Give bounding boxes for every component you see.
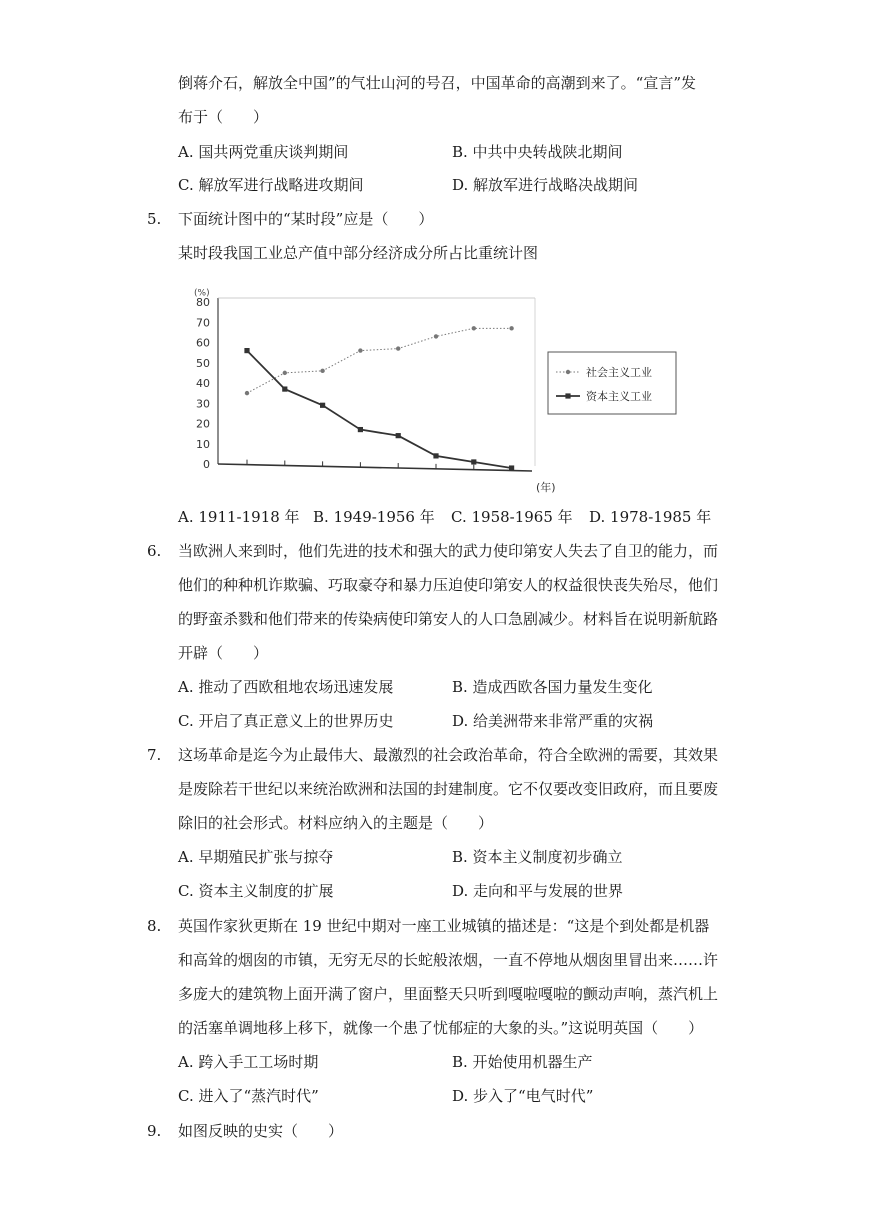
series-line-1 [247, 328, 512, 393]
q5-option-d[interactable]: D. 1978-1985 年 [589, 508, 712, 526]
q7-option-d[interactable]: D. 走向和平与发展的世界 [452, 882, 624, 900]
q4-option-d[interactable]: D. 解放军进行战略决战期间 [452, 176, 639, 194]
q6-line-4: 开辟（ ） [178, 644, 269, 662]
data-point [358, 348, 362, 352]
data-point [320, 403, 325, 408]
y-tick-label: 80 [196, 296, 210, 309]
y-tick-label: 40 [196, 377, 210, 390]
legend-marker [565, 393, 570, 398]
q7-line-1: 这场革命是迄今为止最伟大、最激烈的社会政治革命，符合全欧洲的需要，其效果 [178, 746, 719, 764]
q6-line-2: 他们的种种机诈欺骗、巧取豪夺和暴力压迫使印第安人的权益很快丧失殆尽，他们 [178, 576, 719, 594]
q5-stem: 下面统计图中的“某时段”应是（ ） [178, 210, 434, 228]
data-point [245, 391, 249, 395]
data-point [471, 459, 476, 464]
data-point [320, 369, 324, 373]
data-point [283, 371, 287, 375]
data-point [282, 386, 287, 391]
q6-option-a[interactable]: A. 推动了西欧租地农场迅速发展 [178, 678, 394, 696]
q8-line-3: 多庞大的建筑物上面开满了窗户，里面整天只听到嘎啦嘎啦的颤动声响，蒸汽机上 [178, 985, 719, 1003]
q5-option-a[interactable]: A. 1911-1918 年 [178, 508, 300, 526]
x-axis [218, 464, 532, 471]
q8-line-1: 英国作家狄更斯在 19 世纪中期对一座工业城镇的描述是：“这是个到处都是机器 [178, 917, 710, 935]
q7-number: 7. [147, 746, 162, 764]
y-tick-label: 30 [196, 397, 210, 411]
data-point [358, 427, 363, 432]
q4-option-c[interactable]: C. 解放军进行战略进攻期间 [178, 176, 364, 194]
q6-option-d[interactable]: D. 给美洲带来非常严重的灾祸 [452, 712, 654, 730]
y-tick-label: 20 [196, 417, 210, 431]
q8-line-2: 和高耸的烟囱的市镇，无穷无尽的长蛇般浓烟，一直不停地从烟囱里冒出来……许 [178, 951, 719, 969]
q4-option-a[interactable]: A. 国共两党重庆谈判期间 [178, 143, 349, 161]
q5-option-c[interactable]: C. 1958-1965 年 [451, 508, 573, 526]
chart-title: 某时段我国工业总产值中部分经济成分所占比重统计图 [178, 244, 539, 262]
data-point [396, 346, 400, 350]
q4-option-b[interactable]: B. 中共中央转战陕北期间 [452, 143, 623, 161]
data-point [472, 326, 476, 330]
q8-option-d[interactable]: D. 步入了“电气时代” [452, 1087, 594, 1105]
q8-line-4: 的活塞单调地移上移下，就像一个患了忧郁症的大象的头。”这说明英国（ ） [178, 1019, 704, 1037]
q6-number: 6. [147, 542, 162, 560]
q4-line-1: 倒蒋介石，解放全中国”的气壮山河的号召，中国革命的高潮到来了。“宣言”发 [178, 74, 697, 92]
q5-option-b[interactable]: B. 1949-1956 年 [313, 508, 435, 526]
y-tick-label: 50 [196, 356, 210, 370]
q7-option-b[interactable]: B. 资本主义制度初步确立 [452, 848, 623, 866]
q6-line-1: 当欧洲人来到时，他们先进的技术和强大的武力使印第安人失去了自卫的能力，而 [178, 542, 719, 560]
series-line-2 [247, 351, 512, 468]
q4-line-2: 布于（ ） [178, 108, 269, 126]
data-point [433, 453, 438, 458]
legend-box [548, 352, 676, 414]
q8-option-a[interactable]: A. 跨入手工工场时期 [178, 1053, 319, 1071]
q8-option-b[interactable]: B. 开始使用机器生产 [452, 1053, 593, 1071]
q6-option-b[interactable]: B. 造成西欧各国力量发生变化 [452, 678, 653, 696]
y-tick-label: 60 [196, 336, 210, 350]
y-tick-label: 0 [203, 458, 210, 471]
data-point [396, 433, 401, 438]
q5-number: 5. [147, 210, 162, 228]
q7-option-a[interactable]: A. 早期殖民扩张与掠夺 [178, 848, 334, 866]
y-axis-label: (%) [194, 288, 210, 299]
x-axis-label: (年) [536, 481, 556, 494]
q6-option-c[interactable]: C. 开启了真正意义上的世界历史 [178, 712, 394, 730]
legend-label: 资本主义工业 [586, 390, 652, 403]
industry-share-line-chart [180, 288, 680, 498]
q8-number: 8. [147, 917, 162, 935]
q9-stem: 如图反映的史实（ ） [178, 1122, 344, 1140]
data-point [244, 348, 249, 353]
data-point [509, 326, 513, 330]
q6-line-3: 的野蛮杀戮和他们带来的传染病使印第安人的人口急剧减少。材料旨在说明新航路 [178, 610, 719, 628]
y-tick-label: 70 [196, 316, 210, 330]
legend-marker [566, 370, 570, 374]
q7-option-c[interactable]: C. 资本主义制度的扩展 [178, 882, 334, 900]
y-tick-label: 10 [196, 437, 210, 451]
q9-number: 9. [147, 1122, 162, 1140]
q8-option-c[interactable]: C. 进入了“蒸汽时代” [178, 1087, 319, 1105]
data-point [434, 334, 438, 338]
q7-line-3: 除旧的社会形式。材料应纳入的主题是（ ） [178, 814, 494, 832]
legend-label: 社会主义工业 [586, 366, 652, 379]
data-point [509, 465, 514, 470]
q7-line-2: 是废除若干世纪以来统治欧洲和法国的封建制度。它不仅要改变旧政府，而且要废 [178, 780, 719, 798]
